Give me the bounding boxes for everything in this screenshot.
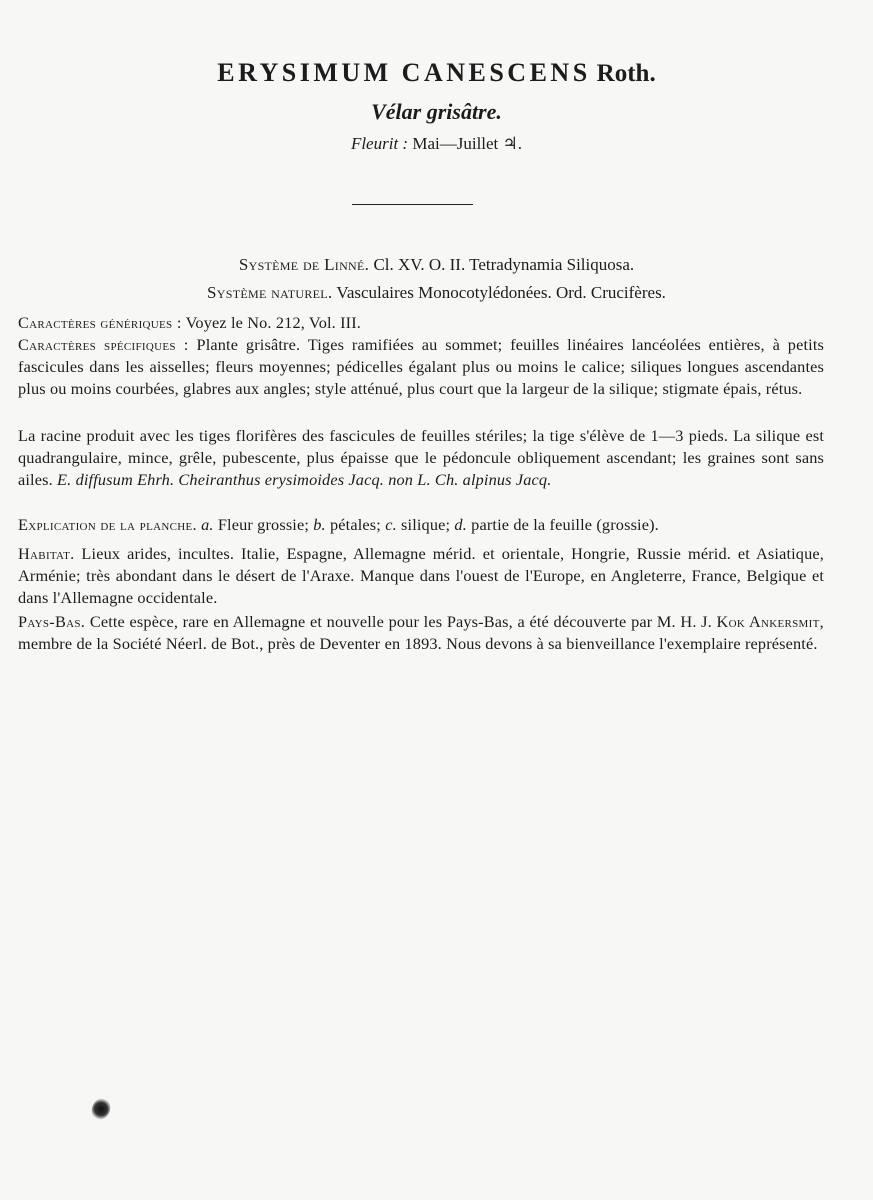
natural-system [0,283,873,303]
plate-b: b. [313,515,326,534]
paysbas-text1: Cette espèce, rare en Allemagne et nouvelle pour les Pays-Bas, a été découverte par M. H. J. [89,612,712,631]
common-name: Vélar grisâtre. [371,99,502,124]
generic-label: Caractères génériques : [18,313,182,332]
plate-a-text: Fleur grossie; [217,515,310,534]
specific-characters [18,334,824,400]
description-text: La racine produit avec les tiges florifères des fascicules de feuilles stériles; la tige s'élève de 1—3 pieds. La silique est quadrangulaire, mince, grêle, pubescente, plus épaisse que le pédoncule obliquement ascendant; les graines sont sans ailes. [18,426,824,489]
paysbas-label: Pays-Bas. [18,612,86,631]
plate-d-text: partie de la feuille (grossie). [471,515,659,534]
plate-c-text: silique; [401,515,451,534]
divider-rule [352,204,473,205]
species-name: ERYSIMUM CANESCENS [217,58,591,87]
description-paragraph [18,425,824,491]
flowering-label: Fleurit : [350,134,409,153]
linne-text: Cl. XV. O. II. Tetradynamia Siliquosa. [373,255,635,274]
plate-a: a. [201,515,214,534]
habitat-paragraph [18,543,824,609]
synonyms-text: E. diffusum Ehrh. Cheiranthus erysimoides Jacq. non L. Ch. alpinus Jacq. [57,470,552,489]
generic-characters [18,312,824,334]
linne-system [0,255,873,275]
habitat-label: Habitat. [18,544,75,563]
flowering-period [0,134,873,154]
ink-smudge [88,1095,114,1123]
habitat-text: Lieux arides, incultes. Italie, Espagne, Allemagne mérid. et orientale, Hongrie, Russie mérid. et Asiatique, Arménie; très abondant dans le désert de l'Araxe. Manque dans l'ouest de l'Europe, en Angleterre, France, Belgique et dans l'Allemagne occidentale. [18,544,824,607]
specific-label: Caractères spécifiques : [18,335,189,354]
paysbas-text2: membre de la Société Néerl. de Bot., près de Deventer en 1893. Nous devons à sa bienveillance l'exemplaire représenté. [18,634,818,653]
plate-explanation [18,514,824,536]
paysbas-paragraph [18,611,824,655]
plate-c: c. [385,515,397,534]
discoverer-name: Kok Ankersmit, [716,612,824,631]
naturel-text: Vasculaires Monocotylédonées. Ord. Crucifères. [336,283,666,302]
specific-text: Plante grisâtre. Tiges ramifiées au sommet; feuilles linéaires lancéolées entières, à petits fascicules dans les aisselles; fleurs moyennes; pédicelles égalant plus ou moins le calice; siliques longues ascendantes plus ou moins courbées, glabres aux angles; style atténué, plus court que la largeur de la silique; stigmate épais, rétus. [18,335,824,398]
plate-b-text: pétales; [330,515,381,534]
generic-text: Voyez le No. 212, Vol. III. [185,313,362,332]
species-author: Roth. [596,60,656,87]
plate-d: d. [454,515,467,534]
linne-label: Système de Linné. [238,255,370,274]
flowering-text: Mai—Juillet ♃. [412,134,523,153]
page-title [0,58,873,88]
naturel-label: Système naturel. [207,283,333,302]
plate-label: Explication de la planche. [18,515,197,534]
